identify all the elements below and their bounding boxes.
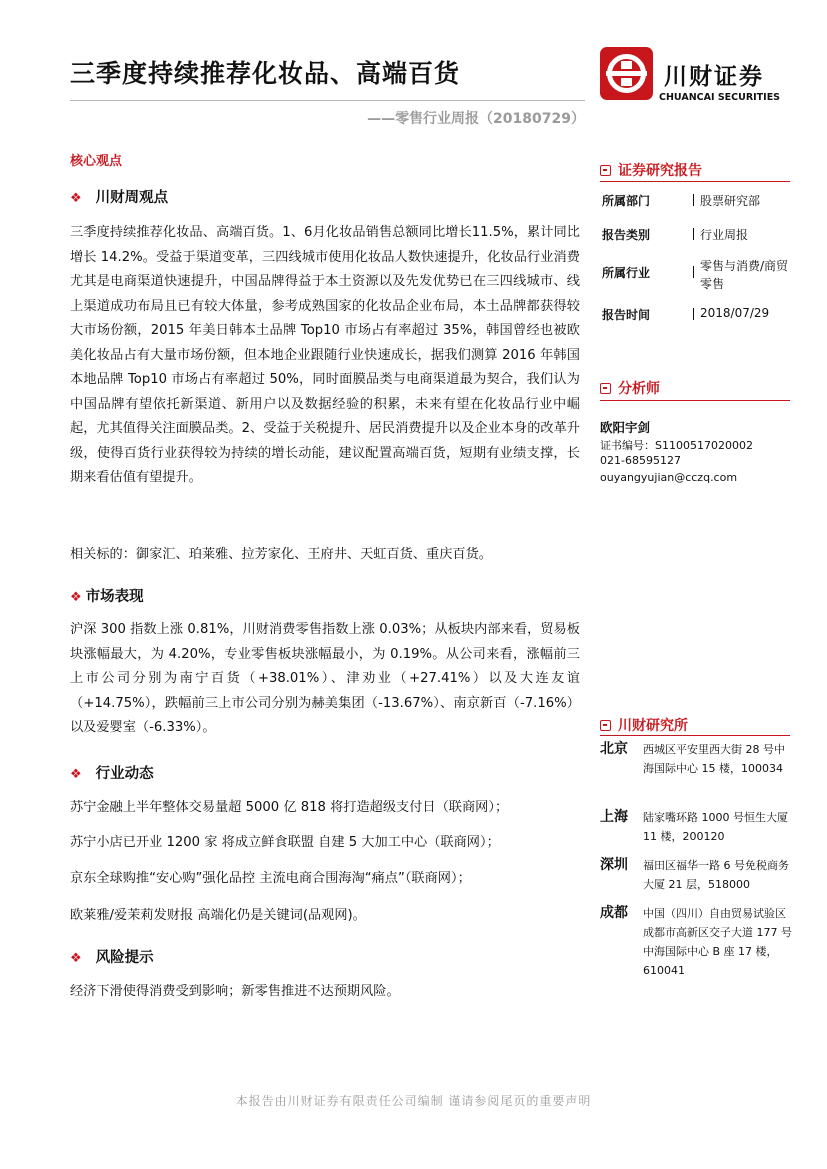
sidebar-heading-analyst: 分析师 — [600, 378, 660, 398]
section-heading-industry-news: ❖ 行业动态 — [70, 766, 154, 782]
info-separator — [693, 266, 694, 278]
analyst-email[interactable]: ouyangyujian@cczq.com — [600, 471, 738, 484]
doc-icon — [600, 165, 611, 176]
industry-news-item: 欧莱雅/爱茉莉发财报 高端化仍是关键词(品观网)。 — [70, 908, 366, 923]
info-key-industry: 所属行业 — [602, 266, 651, 280]
analyst-phone: 021-68595127 — [600, 454, 681, 467]
industry-news-item: 京东全球购推“安心购”强化品控 主流电商合围海淘“痛点”（联商网）； — [70, 871, 471, 886]
info-separator — [693, 308, 694, 320]
office-city-shanghai: 上海 — [600, 809, 628, 825]
weekly-view-paragraph: 三季度持续推荐化妆品、高端百货。1、6月化妆品销售总额同比增长11.5%，累计同比增长 14.2%。受益于渠道变革，三四线城市使用化妆品人数快速提升，化妆品行业消费尤其是电商渠道快速提升，中国品牌得益于本土资源以及先发优势已在三四线城市、线上渠道成功布局且已有较大体量，参考成熟国家的化妆品企业布局，本土品牌都获得较大市场份额，2015 年美日韩本土品牌 Top10 市场占有率超过 35%，韩国曾经也被欧美化妆品占有大量市场份额，但本地企业跟随行业快速成长，据我们测算 2016 年韩国本地品牌 Top10 市场占有率超过 50%，同时面膜品类与电商渠道最为契合，我们认为中国品牌有望依托新渠道、新用户以及数据经验的积累，未来有望在化妆品行业中崛起，尤其值得关注面膜品类。2、受益于关税提升、居民消费提升以及企业本身的改革升级，使得百货行业获得较为持续的增长动能，建议配置高端百货，短期有业绩支撑，长期来看估值有望提升。 — [70, 225, 580, 485]
office-address-shanghai: 陆家嘴环路 1000 号恒生大厦 11 楼，200120 — [643, 811, 788, 843]
info-key-department: 所属部门 — [602, 194, 651, 208]
diamond-bullet-icon: ❖ — [70, 191, 82, 206]
diamond-bullet-icon: ❖ — [70, 767, 82, 782]
related-targets-paragraph: 相关标的：御家汇、珀莱雅、拉芳家化、王府井、天虹百货、重庆百货。 — [70, 547, 492, 562]
office-city-chengdu: 成都 — [600, 905, 628, 921]
office-address-shenzhen: 福田区福华一路 6 号免税商务大厦 21 层，518000 — [643, 859, 789, 891]
doc-icon — [600, 720, 611, 731]
sidebar-divider — [600, 181, 790, 182]
section-heading-market: ❖ 市场表现 — [70, 589, 144, 605]
office-address-chengdu: 中国（四川）自由贸易试验区成都市高新区交子大道 177 号中海国际中心 B 座 17 楼，610041 — [643, 907, 792, 977]
analyst-name: 欧阳宇剑 — [600, 420, 651, 435]
report-title: 三季度持续推荐化妆品、高端百货 — [70, 59, 461, 88]
diamond-bullet-icon: ❖ — [70, 590, 82, 605]
doc-icon — [600, 383, 611, 394]
sidebar-divider — [600, 735, 790, 736]
market-paragraph: 沪深 300 指数上涨 0.81%，川财消费零售指数上涨 0.03%；从板块内部来看，贸易板块涨幅最大，为 4.20%，专业零售板块涨幅最小，为 0.19%。从公司来看，涨幅前三上市公司分别为南宁百货（+38.01%）、津劝业（+27.41%）以及大连友谊（+14.75%），跌幅前三上市公司分别为赫美集团（-13.67%）、南京新百（-7.16%）以及爱婴室（-6.33%）。 — [70, 622, 580, 735]
title-divider — [70, 100, 585, 101]
info-key-date: 报告时间 — [602, 308, 651, 322]
brand-name-en: CHUANCAI SECURITIES — [659, 92, 781, 103]
sidebar-heading-report: 证券研究报告 — [600, 160, 702, 180]
info-value-department: 股票研究部 — [700, 194, 761, 208]
info-value-category: 行业周报 — [700, 228, 749, 242]
sidebar-divider — [600, 400, 790, 401]
info-value-date: 2018/07/29 — [700, 306, 770, 320]
footer-disclaimer: 本报告由川财证券有限责任公司编制 谨请参阅尾页的重要声明 — [235, 1094, 592, 1108]
info-value-industry: 零售与消费/商贸零售 — [700, 259, 789, 291]
core-view-label: 核心观点 — [70, 154, 123, 169]
section-heading-risk: ❖ 风险提示 — [70, 950, 154, 966]
info-separator — [693, 194, 694, 206]
industry-news-item: 苏宁小店已开业 1200 家 将成立鲜食联盟 自建 5 大加工中心（联商网）； — [70, 835, 500, 850]
industry-news-item: 苏宁金融上半年整体交易量超 5000 亿 818 将打造超级支付日（联商网）； — [70, 800, 509, 815]
chuancai-logo-icon — [600, 47, 653, 100]
info-separator — [693, 228, 694, 240]
sidebar-heading-institute: 川财研究所 — [600, 715, 688, 735]
section-heading-weekly-view: ❖ 川财周观点 — [70, 190, 169, 206]
brand-name-cn: 川财证券 — [664, 64, 764, 90]
diamond-bullet-icon: ❖ — [70, 951, 82, 966]
risk-paragraph: 经济下滑使得消费受到影响；新零售推进不达预期风险。 — [70, 984, 400, 999]
info-key-category: 报告类别 — [602, 228, 651, 242]
report-subtitle: ——零售行业周报（20180729） — [367, 111, 585, 127]
office-city-shenzhen: 深圳 — [600, 857, 628, 873]
office-address-beijing: 西城区平安里西大街 28 号中海国际中心 15 楼，100034 — [643, 743, 785, 775]
office-city-beijing: 北京 — [600, 741, 628, 757]
analyst-cert: 证书编号：S1100517020002 — [600, 439, 753, 452]
